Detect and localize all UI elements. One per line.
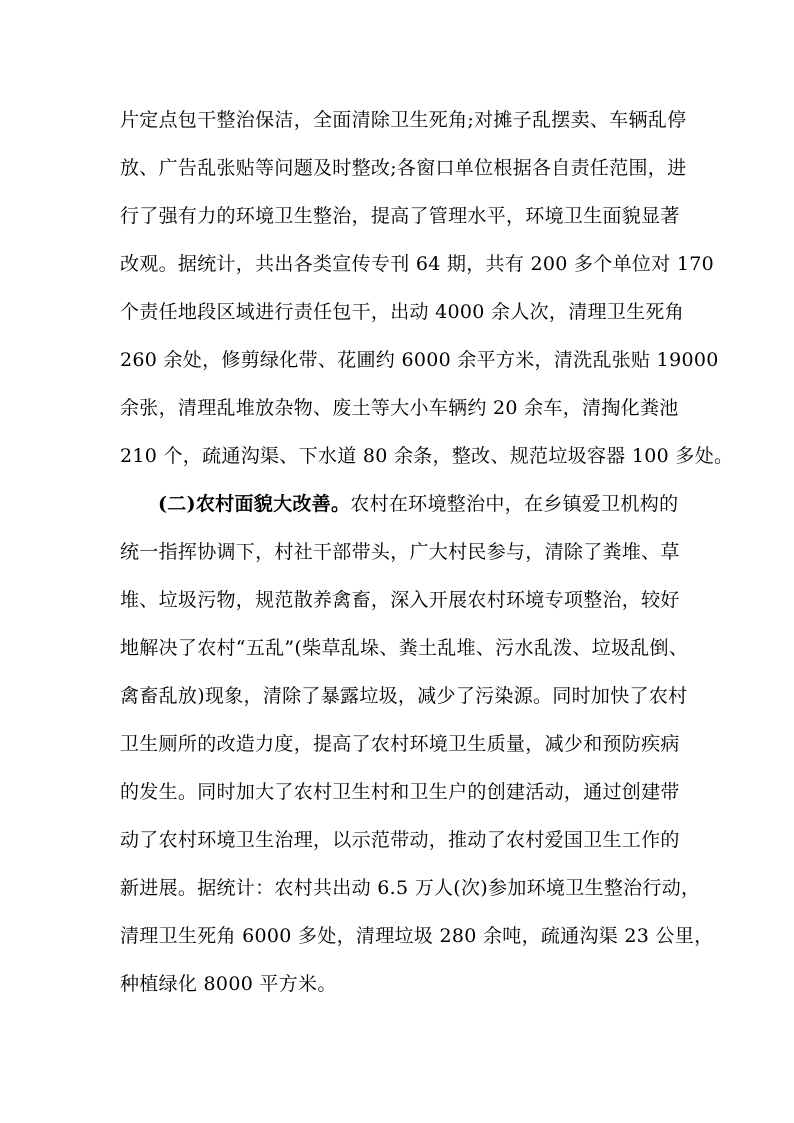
paragraph1-line-8: 210 个，疏通沟渠、下水道 80 余条，整改、规范垃圾容器 100 多处。	[120, 445, 734, 467]
paragraph1-line-1: 片定点包干整治保洁，全面清除卫生死角;对摊子乱摆卖、车辆乱停	[120, 109, 687, 131]
paragraph2-line-10: 清理卫生死角 6000 多处，清理垃圾 280 余吨，疏通沟渠 23 公里，	[120, 925, 714, 947]
paragraph2-line-9: 新进展。据统计：农村共出动 6.5 万人(次)参加环境卫生整治行动，	[120, 877, 701, 899]
paragraph2-line-5: 禽畜乱放)现象，清除了暴露垃圾，减少了污染源。同时加快了农村	[120, 685, 688, 707]
paragraph2-line-4: 地解决了农村“五乱”(柴草乱垛、粪土乱堆、污水乱泼、垃圾乱倒、	[120, 637, 689, 659]
paragraph1-line-2: 放、广告乱张贴等问题及时整改;各窗口单位根据各自责任范围，进	[120, 157, 687, 179]
paragraph2-line-2: 统一指挥协调下，村社干部带头，广大村民参与，清除了粪堆、草	[120, 541, 680, 563]
paragraph2-line-11: 种植绿化 8000 平方米。	[120, 973, 337, 995]
paragraph2-line-3: 堆、垃圾污物，规范散养禽畜，深入开展农村环境专项整治，较好	[120, 589, 680, 611]
section-heading: (二)农村面貌大改善。	[158, 493, 351, 515]
paragraph2-first-line-text: 农村在环境整治中，在乡镇爱卫机构的	[350, 493, 679, 515]
paragraph2-line-7: 的发生。同时加大了农村卫生村和卫生户的创建活动，通过创建带	[120, 781, 680, 803]
paragraph2-line-8: 动了农村环境卫生治理，以示范带动，推动了农村爱国卫生工作的	[120, 829, 680, 851]
paragraph2-line-6: 卫生厕所的改造力度，提高了农村环境卫生质量，减少和预防疾病	[120, 733, 680, 755]
paragraph1-line-6: 260 余处，修剪绿化带、花圃约 6000 余平方米，清洗乱张贴 19000	[120, 349, 719, 371]
paragraph2-first-line	[158, 492, 678, 516]
paragraph1-line-4: 改观。据统计，共出各类宣传专刊 64 期，共有 200 多个单位对 170	[120, 253, 715, 275]
paragraph1-line-3: 行了强有力的环境卫生整治，提高了管理水平，环境卫生面貌显著	[120, 205, 680, 227]
paragraph1-line-5: 个责任地段区域进行责任包干，出动 4000 余人次，清理卫生死角	[120, 301, 685, 323]
paragraph1-line-7: 余张，清理乱堆放杂物、废土等大小车辆约 20 余车，清掏化粪池	[120, 397, 679, 419]
